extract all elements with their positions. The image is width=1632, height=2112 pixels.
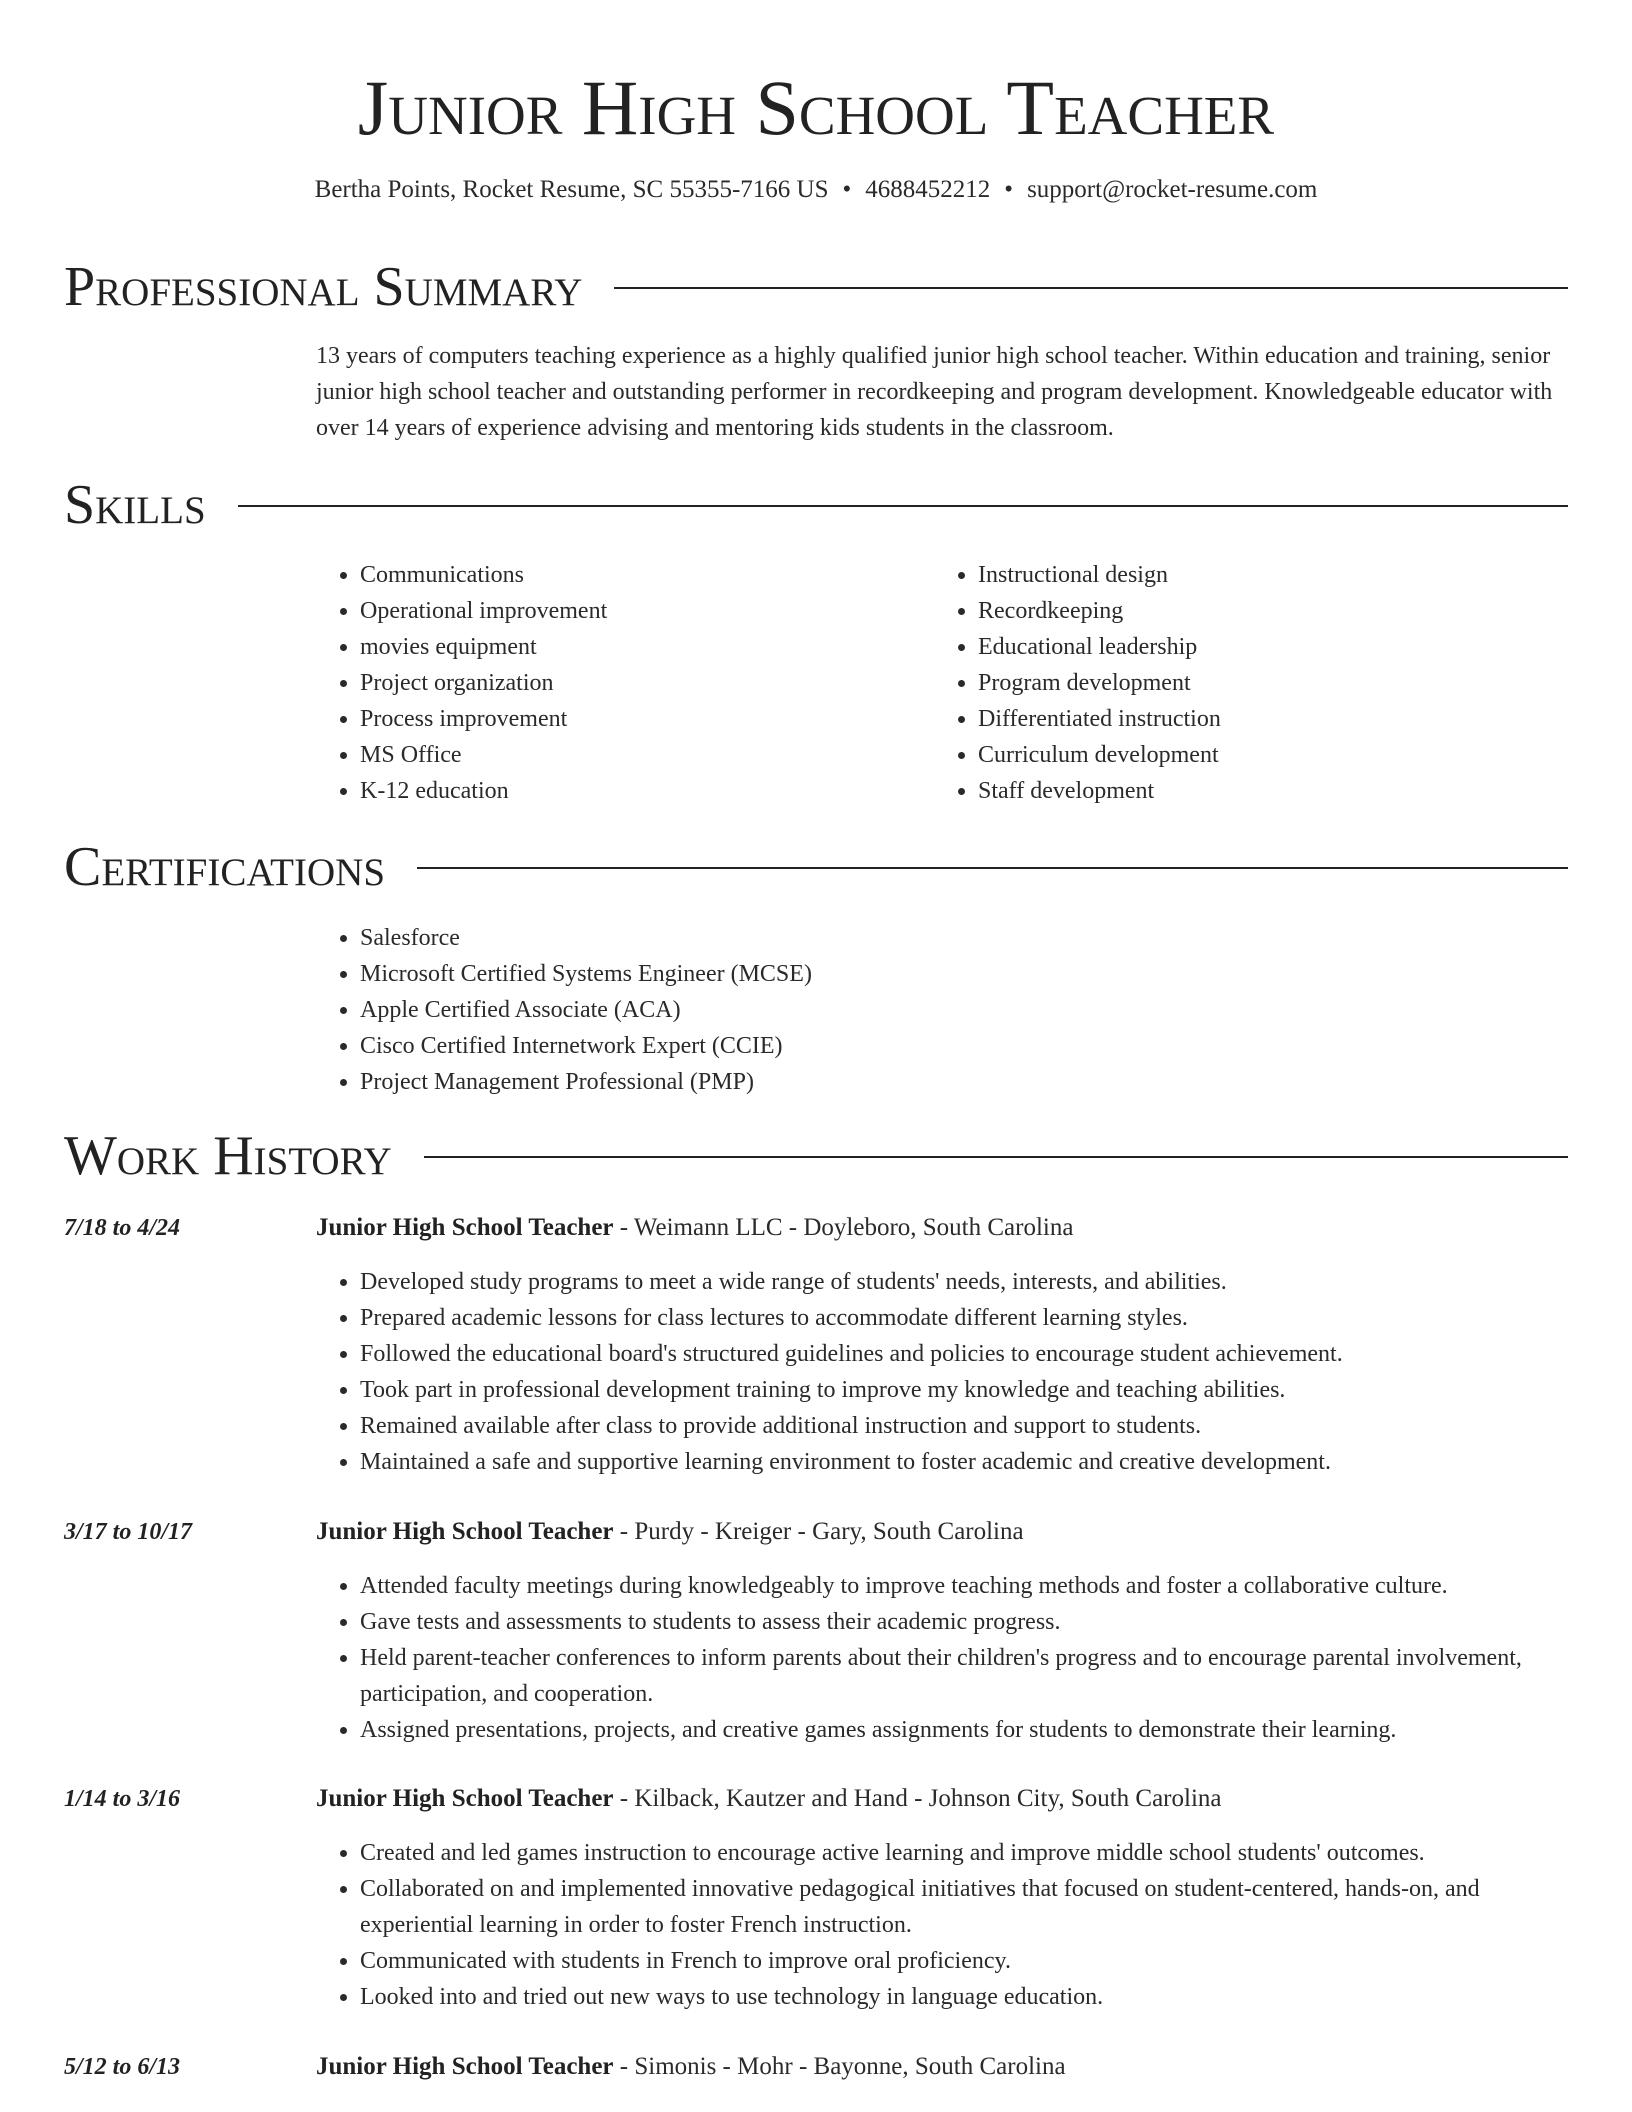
duty-item: • Gave tests and assessments to students to assess their academic progress. [360, 1604, 1568, 1640]
duty-item: • Took part in professional development training to improve my knowledge and teaching abilities. [360, 1372, 1568, 1408]
job-duties [316, 1568, 1568, 1748]
duty-item: • Followed the educational board's structured guidelines and policies to encourage student achievement. [360, 1336, 1568, 1372]
skill-item: • Differentiated instruction [978, 701, 1494, 737]
work-section-header [64, 1121, 1568, 1191]
job-headline [316, 1210, 1568, 1246]
job-employer: - Kilback, Kautzer and Hand - Johnson City, South Carolina [613, 1785, 1222, 1812]
job-dates: 5/12 to 6/13 [64, 2054, 181, 2080]
duty-item: • Collaborated on and implemented innovative pedagogical initiatives that focused on student-centered, hands-on, and experiential learning in order to foster French instruction. [360, 1871, 1568, 1943]
contact-phone: 4688452212 [865, 176, 991, 203]
duty-item: • Looked into and tried out new ways to use technology in language education. [360, 1979, 1568, 2015]
contact-email: support@rocket-resume.com [1027, 176, 1318, 203]
skill-item: • MS Office [360, 737, 876, 773]
skill-item: • Project organization [360, 665, 876, 701]
job-employer: - Simonis - Mohr - Bayonne, South Carolina [613, 2053, 1066, 2080]
section-divider [238, 505, 1568, 507]
job-duties [316, 1835, 1568, 2015]
certifications-block [316, 920, 1516, 1100]
contact-separator: • [1004, 176, 1014, 203]
skill-item: • Communications [360, 557, 876, 593]
skill-item: • movies equipment [360, 629, 876, 665]
skill-item: • Instructional design [978, 557, 1494, 593]
job-headline [316, 1781, 1568, 1817]
skill-item: • Process improvement [360, 701, 876, 737]
job-dates: 7/18 to 4/24 [64, 1215, 181, 1241]
contact-separator: • [842, 176, 852, 203]
job-employer: - Purdy - Kreiger - Gary, South Carolina [613, 1518, 1024, 1545]
duty-list [316, 1568, 1568, 1748]
job-duties [316, 1264, 1568, 1480]
job-title: Junior High School Teacher [316, 1214, 614, 1241]
duty-item: • Assigned presentations, projects, and creative games assignments for students to demonstrate their learning. [360, 1712, 1568, 1748]
duty-item: • Remained available after class to provide additional instruction and support to students. [360, 1408, 1568, 1444]
section-divider [417, 867, 1568, 869]
duty-item: • Attended faculty meetings during knowledgeably to improve teaching methods and foster a collaborative culture. [360, 1568, 1568, 1604]
job-title: Junior High School Teacher [316, 1785, 614, 1812]
certifications-list [316, 920, 1516, 1100]
skills-right-column [934, 557, 1494, 809]
job-headline [316, 1514, 1568, 1550]
certification-item: • Microsoft Certified Systems Engineer (MCSE) [360, 956, 1516, 992]
job-title: Junior High School Teacher [316, 2053, 614, 2080]
skill-item: • Curriculum development [978, 737, 1494, 773]
job-headline [316, 2049, 1568, 2085]
section-divider [614, 287, 1568, 289]
summary-section-header [64, 252, 1568, 322]
duty-item: • Created and led games instruction to encourage active learning and improve middle school students' outcomes. [360, 1835, 1568, 1871]
skills-section-header [64, 470, 1568, 540]
skill-item: • Staff development [978, 773, 1494, 809]
resume-title: Junior High School Teacher [357, 64, 1275, 151]
certification-item: • Salesforce [360, 920, 1516, 956]
certifications-heading: Certifications [64, 836, 386, 898]
job-title: Junior High School Teacher [316, 1518, 614, 1545]
skill-item: • K-12 education [360, 773, 876, 809]
summary-text: 13 years of computers teaching experience as a highly qualified junior high school teacher. Within education and training, senior junior high school teacher and outstanding performer in recordkeeping and program development. Knowledgeable educator with over 14 years of experience advising and mentoring kids students in the classroom. [316, 343, 1553, 441]
section-divider [424, 1156, 1568, 1158]
job-dates: 3/17 to 10/17 [64, 1519, 193, 1545]
summary-heading: Professional Summary [64, 256, 583, 318]
duty-item: • Communicated with students in French to improve oral proficiency. [360, 1943, 1568, 1979]
duty-item: • Held parent-teacher conferences to inform parents about their children's progress and to encourage parental involvement, participation, and cooperation. [360, 1640, 1568, 1712]
skills-list-right [934, 557, 1494, 809]
certifications-section-header [64, 832, 1568, 902]
skill-item: • Recordkeeping [978, 593, 1494, 629]
duty-list [316, 1264, 1568, 1480]
skills-list-left [316, 557, 876, 809]
certification-item: • Project Management Professional (PMP) [360, 1064, 1516, 1100]
duty-item: • Prepared academic lessons for class lectures to accommodate different learning styles. [360, 1300, 1568, 1336]
contact-address: Bertha Points, Rocket Resume, SC 55355-7166 US [314, 176, 829, 203]
certification-item: • Apple Certified Associate (ACA) [360, 992, 1516, 1028]
job-employer: - Weimann LLC - Doyleboro, South Carolina [613, 1214, 1074, 1241]
duty-list [316, 1835, 1568, 2015]
skills-heading: Skills [64, 474, 206, 536]
skill-item: • Operational improvement [360, 593, 876, 629]
contact-line [0, 172, 1632, 208]
job-dates: 1/14 to 3/16 [64, 1786, 181, 1812]
work-heading: Work History [64, 1125, 392, 1187]
skills-left-column [316, 557, 876, 809]
skill-item: • Program development [978, 665, 1494, 701]
duty-item: • Developed study programs to meet a wide range of students' needs, interests, and abilities. [360, 1264, 1568, 1300]
certification-item: • Cisco Certified Internetwork Expert (CCIE) [360, 1028, 1516, 1064]
duty-item: • Maintained a safe and supportive learning environment to foster academic and creative development. [360, 1444, 1568, 1480]
skill-item: • Educational leadership [978, 629, 1494, 665]
